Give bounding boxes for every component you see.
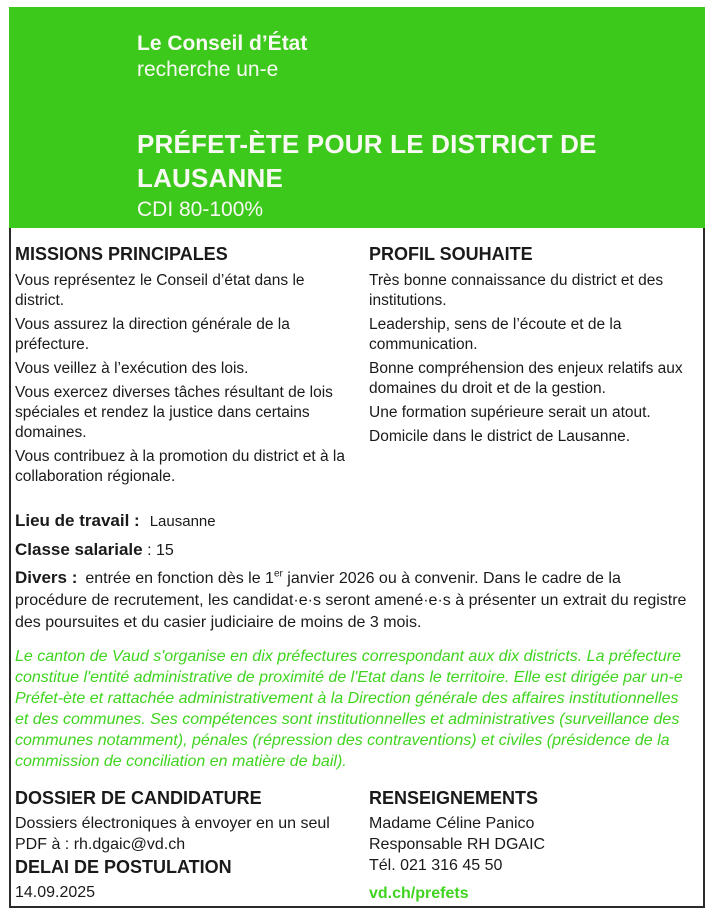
profile-item: Très bonne connaissance du district et des institutions. (369, 272, 664, 309)
banner-subtitle: recherche un-e (137, 58, 279, 81)
mission-item: Vous assurez la direction générale de la préfecture. (15, 316, 290, 353)
contract-type: CDI 80-100% (137, 198, 264, 221)
application-section (15, 786, 369, 904)
profile-section (369, 242, 695, 491)
details-section (15, 509, 695, 634)
mission-item: Vous exercez diverses tâches résultant de lois spéciales et rendez la justice dans certains domaines. (15, 384, 333, 441)
workplace-label: Lieu de travail : (15, 511, 140, 530)
application-instructions (15, 813, 357, 855)
deadline-date: 14.09.2025 (15, 884, 96, 901)
misc-text-part1: entrée en fonction dès le 1 (85, 570, 274, 587)
misc-line (15, 567, 693, 634)
missions-section (15, 242, 369, 491)
about-prefectures-paragraph: Le canton de Vaud s'organise en dix préfectures correspondant aux dix districts. La préfecture constitue l'entité administrative de proximité de l'Etat dans le territoire. Elle est dirigée par un-e Préfet-ète et rattachée administrativement à la Direction générale des affaires institutionnelles et des communes. Ses compétences sont institutionnelles et administratives (surveillance des communes notamment), pénales (répression des contraventions) et civiles (présidence de la commission de conciliation en matière de bail). (15, 648, 683, 770)
contact-role: Responsable RH DGAIC (369, 836, 546, 853)
misc-text-part2: janvier 2026 ou à convenir. Dans le cadre de la procédure de recrutement, les candidat·e·s seront amené·e·s à présenter un extrait du registre des poursuites et du casier judiciaire de moins de 3 mois. (15, 570, 687, 631)
profile-item: Bonne compréhension des enjeux relatifs aux domaines du droit et de la gestion. (369, 360, 683, 397)
job-title: PRÉFET-ÈTE POUR LE DISTRICT DE LAUSANNE (137, 129, 597, 193)
profile-item: Leadership, sens de l’écoute et de la communication. (369, 316, 622, 353)
header-banner (9, 7, 705, 228)
application-contact-columns (15, 786, 695, 904)
missions-heading: MISSIONS PRINCIPALES (15, 244, 228, 264)
salary-line (15, 538, 695, 563)
contact-name: Madame Céline Panico (369, 815, 535, 832)
website-link[interactable]: vd.ch/prefets (369, 885, 469, 902)
workplace-value: Lausanne (149, 513, 216, 530)
contact-section (369, 786, 695, 904)
contact-heading: RENSEIGNEMENTS (369, 788, 539, 808)
deadline-heading: DELAI DE POSTULATION (15, 857, 232, 877)
contact-phone: Tél. 021 316 45 50 (369, 857, 503, 874)
salary-value: : 15 (147, 542, 174, 559)
mission-item: Vous contribuez à la promotion du district et à la collaboration régionale. (15, 448, 345, 485)
org-name: Le Conseil d’État (137, 32, 308, 55)
profile-item: Une formation supérieure serait un atout. (369, 404, 651, 421)
salary-label: Classe salariale (15, 540, 143, 559)
workplace-line (15, 509, 695, 534)
application-heading: DOSSIER DE CANDIDATURE (15, 788, 262, 808)
job-posting-sheet (9, 7, 705, 908)
missions-profile-columns (15, 242, 695, 491)
mission-item: Vous représentez le Conseil d’état dans le district. (15, 272, 305, 309)
profile-heading: PROFIL SOUHAITE (369, 244, 533, 264)
body-box (9, 228, 705, 908)
misc-label: Divers : (15, 568, 78, 587)
mission-item: Vous veillez à l’exécution des lois. (15, 360, 249, 377)
email-link[interactable]: rh.dgaic@vd.ch (73, 836, 186, 853)
profile-item: Domicile dans le district de Lausanne. (369, 428, 631, 445)
application-text: Dossiers électroniques à envoyer en un seul PDF à : (15, 815, 330, 853)
ordinal-superscript: er (273, 568, 283, 580)
